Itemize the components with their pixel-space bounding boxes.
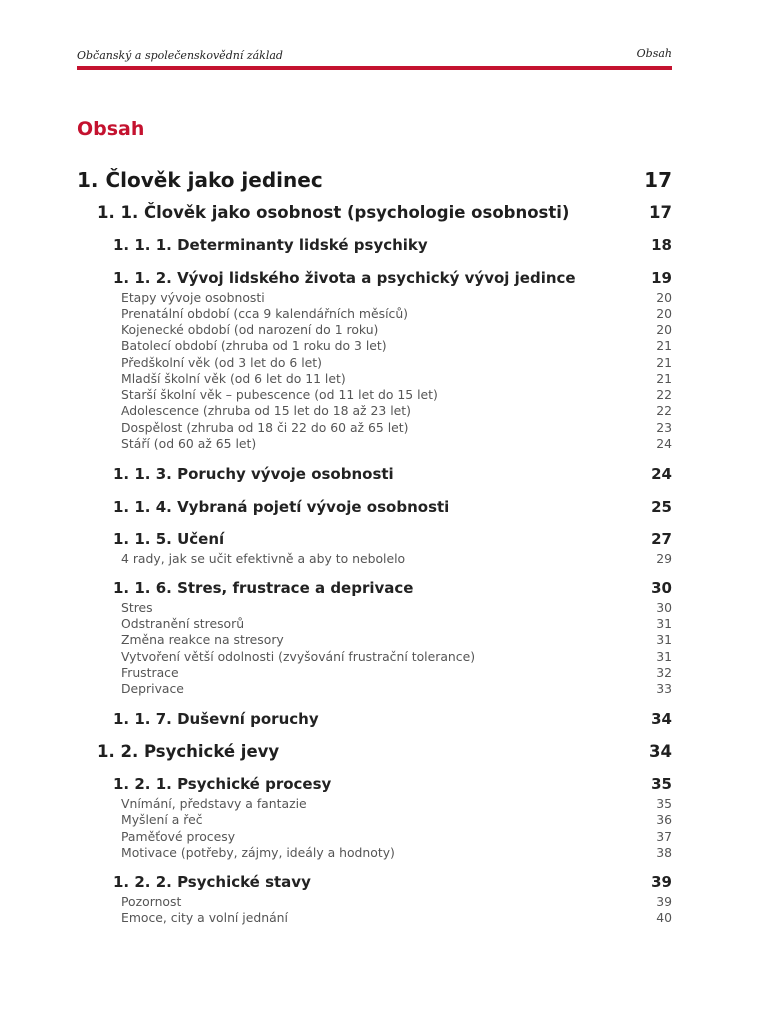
toc-entry-label: 1. 2. Psychické jevy bbox=[97, 742, 280, 761]
toc-page-number: 37 bbox=[656, 829, 672, 844]
toc-page-number: 24 bbox=[651, 465, 672, 483]
toc-page-number: 21 bbox=[656, 371, 672, 386]
toc-page-number: 30 bbox=[656, 600, 672, 615]
toc-page-number: 30 bbox=[651, 579, 672, 597]
toc-page-number: 32 bbox=[656, 665, 672, 680]
toc-entry-label: 1. 1. 7. Duševní poruchy bbox=[113, 710, 319, 728]
toc-entry-label: Mladší školní věk (od 6 let do 11 let) bbox=[121, 371, 346, 386]
toc-entry-label: Vytvoření větší odolnosti (zvyšování frustrační tolerance) bbox=[121, 649, 476, 664]
toc-page-number: 39 bbox=[651, 873, 672, 891]
toc-page-number: 20 bbox=[656, 322, 672, 337]
toc-entry-label: Stres bbox=[121, 600, 153, 615]
toc-page-number: 22 bbox=[656, 403, 672, 418]
toc-entry-label: 1. 1. 6. Stres, frustrace a deprivace bbox=[113, 579, 414, 597]
toc-page-number: 17 bbox=[644, 168, 672, 192]
toc-page-number: 31 bbox=[656, 616, 672, 631]
toc-entry-label: Frustrace bbox=[121, 665, 179, 680]
toc-entry-label: Starší školní věk – pubescence (od 11 let do 15 let) bbox=[121, 387, 438, 402]
toc-page-number: 21 bbox=[656, 338, 672, 353]
running-head-title: Občanský a společenskovědní základ bbox=[77, 49, 283, 62]
toc-page-number: 20 bbox=[656, 306, 672, 321]
toc-entry-label: Motivace (potřeby, zájmy, ideály a hodnoty) bbox=[121, 845, 395, 860]
toc-page-number: 22 bbox=[656, 387, 672, 402]
toc-entry-label: Emoce, city a volní jednání bbox=[121, 910, 288, 925]
running-head-section: Obsah bbox=[636, 47, 672, 60]
toc-page-number: 29 bbox=[656, 551, 672, 566]
toc-entry-label: 1. Člověk jako jedinec bbox=[77, 168, 323, 192]
toc-entry-label: Etapy vývoje osobnosti bbox=[121, 290, 265, 305]
toc-entry-label: 1. 2. 1. Psychické procesy bbox=[113, 775, 332, 793]
toc-entry-label: 4 rady, jak se učit efektivně a aby to nebolelo bbox=[121, 551, 406, 566]
toc-page-number: 25 bbox=[651, 498, 672, 516]
toc-entry-label: Vnímání, představy a fantazie bbox=[121, 796, 307, 811]
toc-entry-label: 1. 1. 2. Vývoj lidského života a psychický vývoj jedince bbox=[113, 269, 576, 287]
toc-entry-label: 1. 1. 4. Vybraná pojetí vývoje osobnosti bbox=[113, 498, 450, 516]
header-rule bbox=[77, 66, 672, 70]
toc-page-number: 31 bbox=[656, 649, 672, 664]
toc-entry-label: 1. 1. 5. Učení bbox=[113, 530, 225, 548]
toc-page-number: 39 bbox=[656, 894, 672, 909]
toc-page-number: 40 bbox=[656, 910, 672, 925]
toc-entry-label: 1. 1. 1. Determinanty lidské psychiky bbox=[113, 236, 428, 254]
toc-page-number: 34 bbox=[651, 710, 672, 728]
toc-entry-label: Dospělost (zhruba od 18 či 22 do 60 až 65 let) bbox=[121, 420, 409, 435]
toc-page-number: 34 bbox=[649, 742, 672, 761]
toc-page-number: 23 bbox=[656, 420, 672, 435]
toc-page-number: 18 bbox=[651, 236, 672, 254]
toc-page-number: 20 bbox=[656, 290, 672, 305]
toc-entry-label: 1. 2. 2. Psychické stavy bbox=[113, 873, 311, 891]
toc-page-number: 35 bbox=[656, 796, 672, 811]
toc-page-number: 35 bbox=[651, 775, 672, 793]
toc-entry-label: Myšlení a řeč bbox=[121, 812, 203, 827]
toc-entry-label: Adolescence (zhruba od 15 let do 18 až 23 let) bbox=[121, 403, 411, 418]
toc-entry-label: Stáří (od 60 až 65 let) bbox=[121, 436, 257, 451]
toc-page-number: 31 bbox=[656, 632, 672, 647]
toc-entry-label: Batolecí období (zhruba od 1 roku do 3 let) bbox=[121, 338, 387, 353]
page-title: Obsah bbox=[77, 118, 145, 140]
toc-entry-label: Změna reakce na stresory bbox=[121, 632, 284, 647]
toc-page-number: 24 bbox=[656, 436, 672, 451]
toc-entry-label: Deprivace bbox=[121, 681, 184, 696]
toc-page-number: 19 bbox=[651, 269, 672, 287]
toc-entry-label: Předškolní věk (od 3 let do 6 let) bbox=[121, 355, 322, 370]
toc-page-number: 38 bbox=[656, 845, 672, 860]
toc-entry-label: Kojenecké období (od narození do 1 roku) bbox=[121, 322, 379, 337]
toc-page-number: 21 bbox=[656, 355, 672, 370]
toc-entry-label: 1. 1. Člověk jako osobnost (psychologie osobnosti) bbox=[97, 203, 570, 222]
toc-page-number: 36 bbox=[656, 812, 672, 827]
toc-entry-label: Odstranění stresorů bbox=[121, 616, 245, 631]
toc-page-number: 27 bbox=[651, 530, 672, 548]
toc-entry-label: Pozornost bbox=[121, 894, 182, 909]
toc-entry-label: 1. 1. 3. Poruchy vývoje osobnosti bbox=[113, 465, 394, 483]
toc-entry-label: Paměťové procesy bbox=[121, 829, 236, 844]
running-head bbox=[77, 47, 672, 65]
toc-entry-label: Prenatální období (cca 9 kalendářních měsíců) bbox=[121, 306, 409, 321]
toc-page-number: 33 bbox=[656, 681, 672, 696]
toc-page-number: 17 bbox=[649, 203, 672, 222]
